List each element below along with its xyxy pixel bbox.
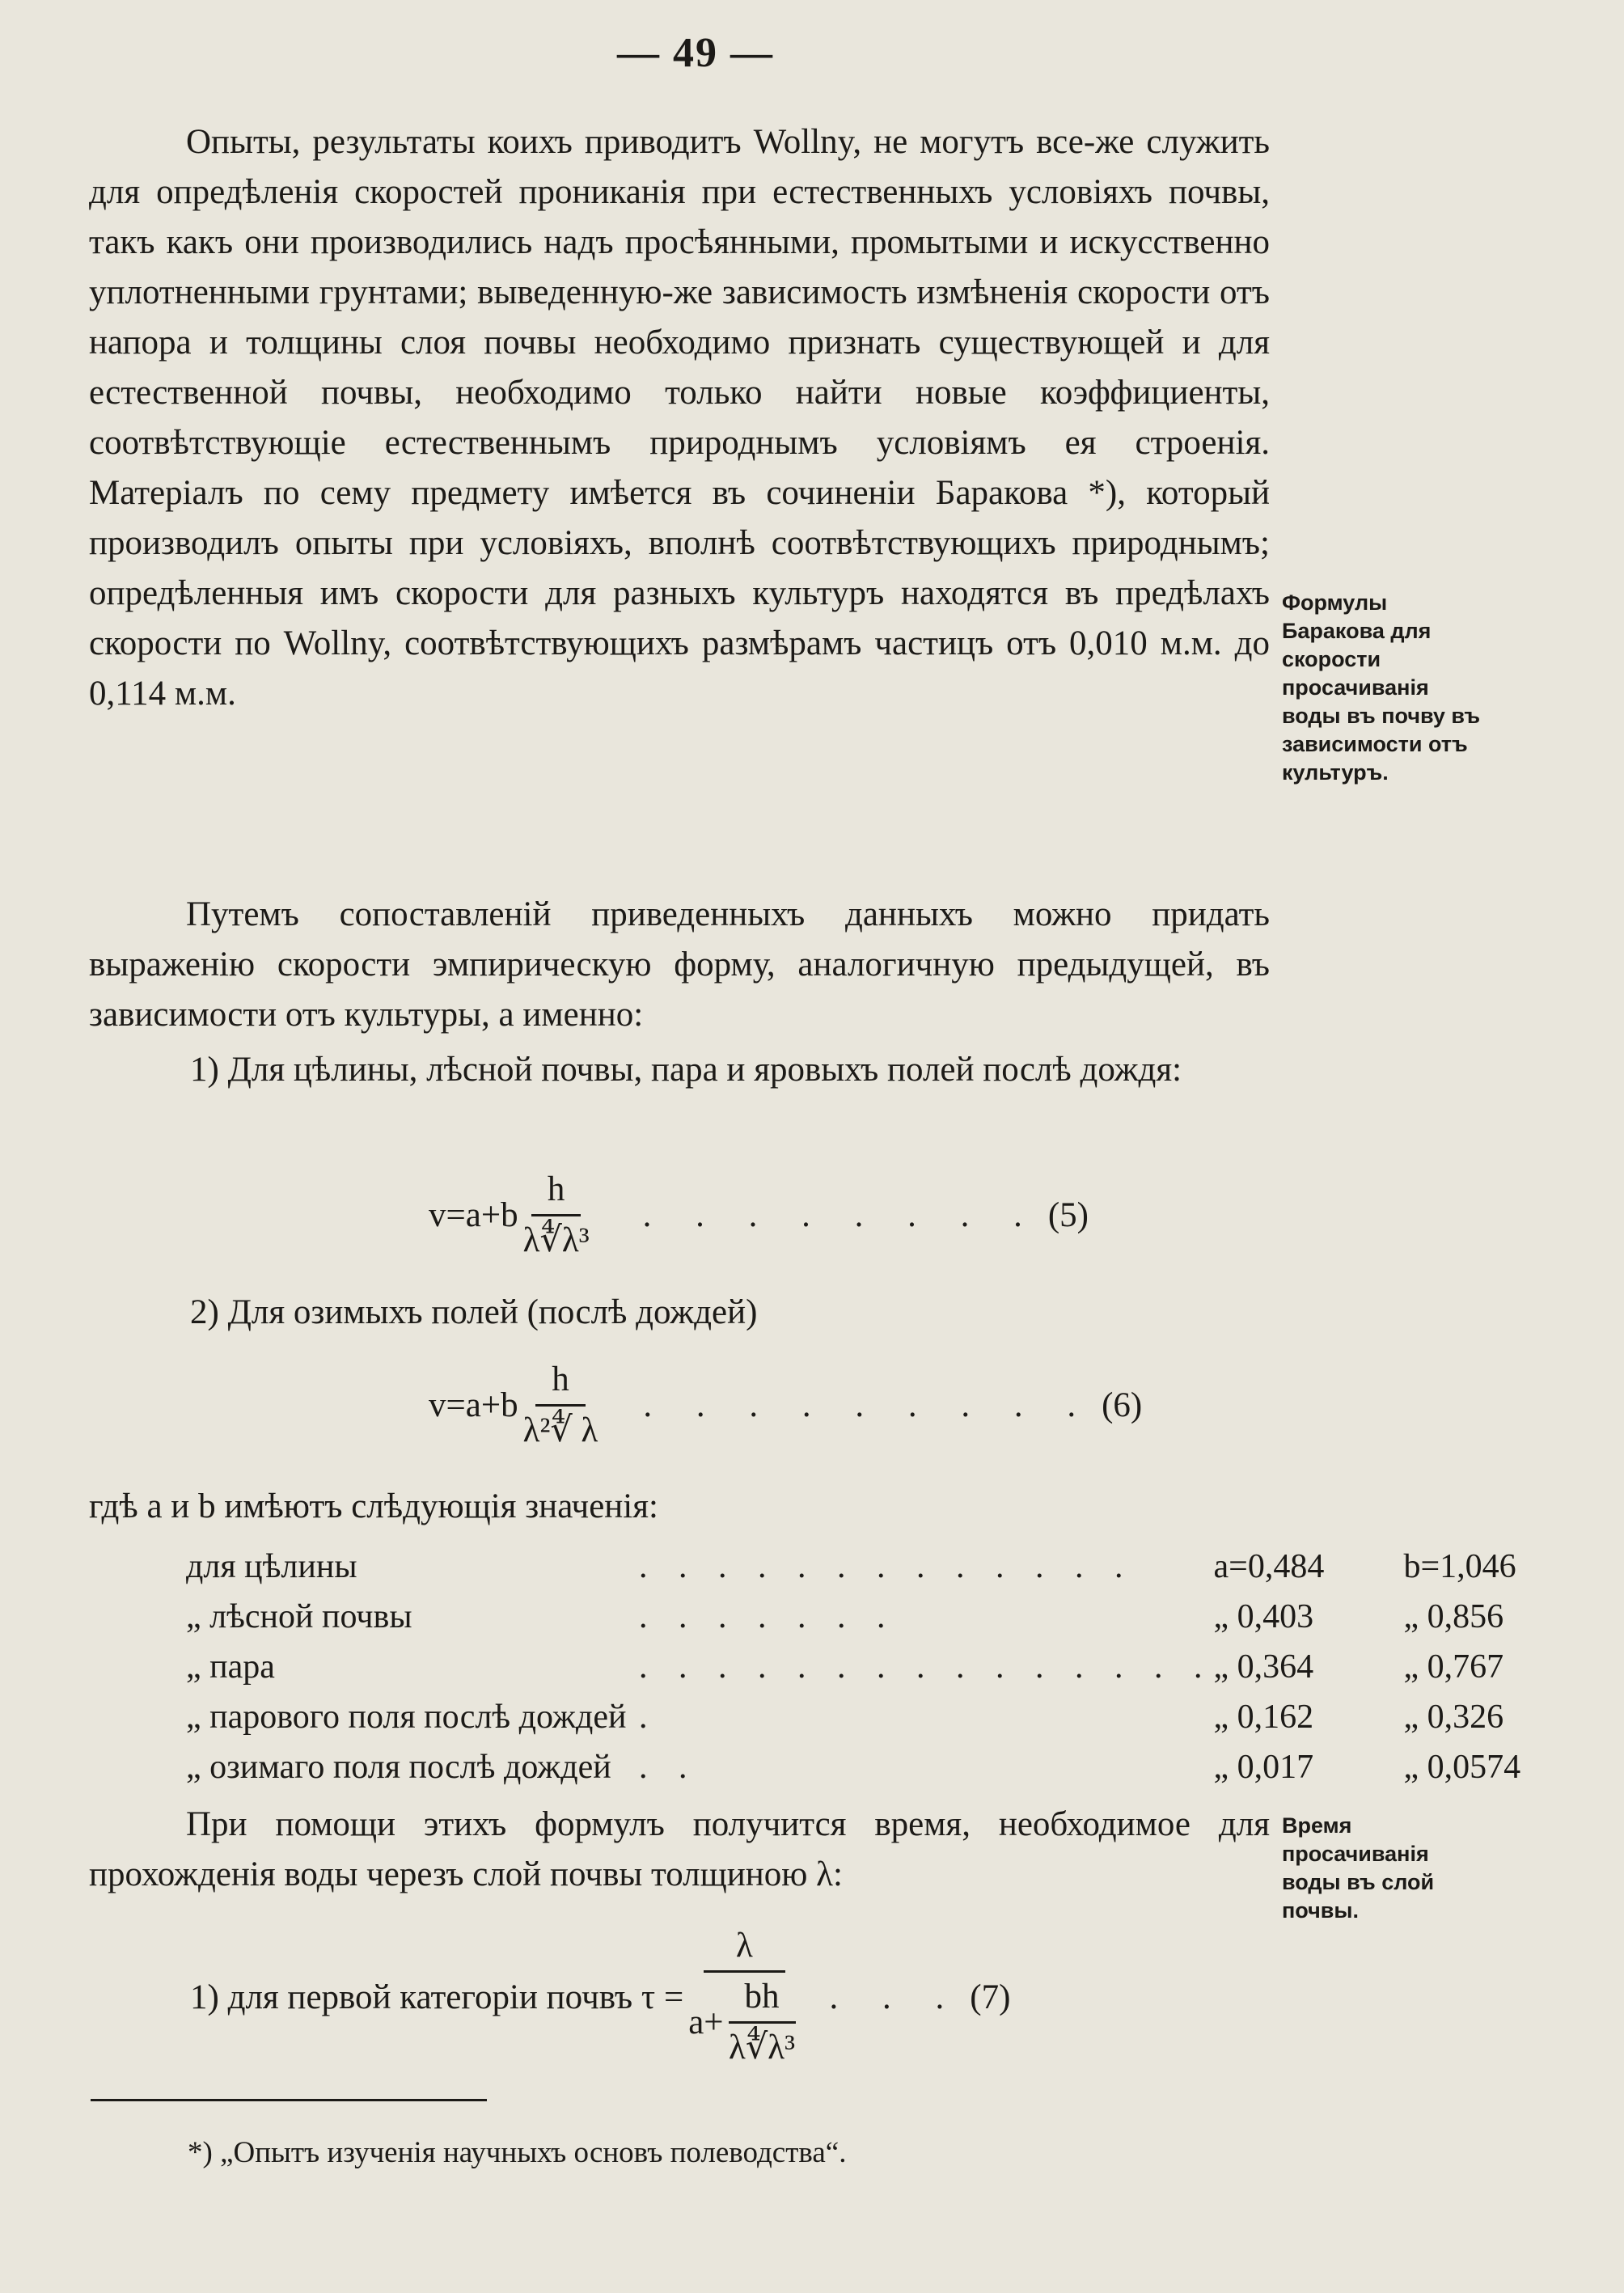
coefficient-b: b=1,046 [1403,1548,1516,1585]
coefficient-b: „ 0,326 [1403,1699,1504,1736]
formula-5-lhs: v=a+b [429,1196,518,1234]
formula-7-lhs: 1) для первой категоріи почвъ τ = [190,1978,684,2016]
coefficient-a: „ 0,364 [1213,1648,1314,1686]
formula-7-inner-denominator: λ∜λ³ [729,2029,796,2067]
formula-5-number: (5) [1047,1196,1089,1234]
side-note-time: Время просачиванія воды въ слой почвы. [1282,1813,1435,1923]
formula-5-dots: . . . . . . . . [642,1196,1040,1234]
formula-7-dots: . . . [829,1978,962,2016]
coefficient-leader: . [639,1699,659,1736]
coefficient-leader: . . . . . . . . . . . . . . . [639,1648,1214,1686]
formula-7-inner-numerator: bh [729,1976,796,2024]
coefficient-intro: гдѣ a и b имѣютъ слѣдующія значенія: [89,1487,658,1525]
formula-7 [190,1925,1010,2069]
formula-6 [429,1359,1142,1452]
main-text [89,117,1270,719]
formula-7-fraction [688,1925,800,2069]
coefficient-a: a=0,484 [1213,1548,1325,1585]
item-1: 1) Для цѣлины, лѣсной почвы, пара и яровыхъ полей послѣ дождя: [190,1051,1182,1089]
main-text-3 [89,1800,1270,1900]
page-number: — 49 — [617,30,774,76]
coefficient-label: „ озимаго поля послѣ дождей [186,1749,611,1786]
coefficient-label: „ парового поля послѣ дождей [186,1699,627,1736]
paragraph-3: При помощи этихъ формулъ получится время, необходимое для прохожденія воды черезъ слой почвы толщиною λ: [89,1805,1270,1893]
formula-7-numerator: λ [704,1925,785,1973]
footnote-rule [91,2099,487,2101]
coefficient-row [186,1692,1520,1742]
footnote: *) „Опытъ изученія научныхъ основъ полеводства“. [188,2136,847,2169]
coefficient-a: „ 0,162 [1213,1699,1314,1736]
formula-6-denominator: λ²∜ λ [522,1411,598,1449]
coefficient-leader: . . . . . . . [639,1598,897,1635]
formula-5-fraction [523,1169,590,1262]
formula-7-den-lhs: a+ [688,2003,724,2041]
coefficient-row [186,1742,1520,1792]
item-2: 2) Для озимыхъ полей (послѣ дождей) [190,1293,758,1331]
formula-7-number: (7) [970,1978,1011,2016]
coefficient-row [186,1642,1520,1692]
formula-5-denominator: λ∜λ³ [522,1221,590,1259]
formula-6-dots: . . . . . . . . . [643,1386,1094,1424]
coefficient-b: „ 0,0574 [1403,1749,1521,1786]
formula-5 [429,1169,1089,1262]
formula-7-denominator [688,1973,800,2069]
coefficient-label: для цѣлины [186,1548,357,1585]
coefficient-b: „ 0,767 [1403,1648,1504,1686]
coefficient-a: „ 0,403 [1213,1598,1314,1635]
formula-6-fraction [523,1359,598,1452]
formula-7-inner-fraction [729,1976,796,2069]
coefficient-b: „ 0,856 [1403,1598,1504,1635]
formula-6-lhs: v=a+b [429,1386,518,1424]
main-text-2 [89,890,1270,1095]
paragraph-1: Опыты, результаты коихъ приводитъ Wollny, не могутъ все-же служить для опредѣленія скоростей прониканія при естественныхъ условіяхъ почвы, такъ какъ они производились надъ просѣянными, промытыми и искусственно уплотненными грунтами; выведенную-же зависимость измѣненія скорости отъ напора и толщины слоя почвы необходимо признать существующей и для естественной почвы, необходимо только найти новые коэффициенты, соотвѣтствующіе естественнымъ природнымъ условіямъ ея строенія. Матеріалъ по сему предмету имѣется въ сочиненіи Баракова *), который производилъ опыты при условіяхъ, вполнѣ соотвѣтствующихъ природнымъ; опредѣленныя имъ скорости для разныхъ культуръ находятся въ предѣлахъ скорости по Wollny, соотвѣтствующихъ размѣрамъ частицъ отъ 0,010 м.м. до 0,114 м.м. [89,123,1270,713]
coefficient-row [186,1592,1520,1642]
side-note-formulas: Формулы Баракова для скорости просачиванія воды въ почву въ зависимости отъ культуръ. [1282,590,1481,785]
coefficient-label: „ лѣсной почвы [186,1598,412,1635]
coefficient-a: „ 0,017 [1213,1749,1314,1786]
coefficient-leader: . . [639,1749,699,1786]
paragraph-2: Путемъ сопоставленій приведенныхъ данныхъ можно придать выраженію скорости эмпирическую форму, аналогичную предыдущей, въ зависимости отъ культуры, а именно: [89,895,1270,1034]
formula-6-number: (6) [1102,1386,1143,1424]
coefficient-table [186,1542,1520,1792]
coefficient-leader: . . . . . . . . . . . . . [639,1548,1135,1585]
formula-5-numerator: h [531,1169,582,1216]
formula-6-numerator: h [535,1359,586,1407]
coefficient-row [186,1542,1520,1592]
coefficient-label: „ пара [186,1648,275,1686]
